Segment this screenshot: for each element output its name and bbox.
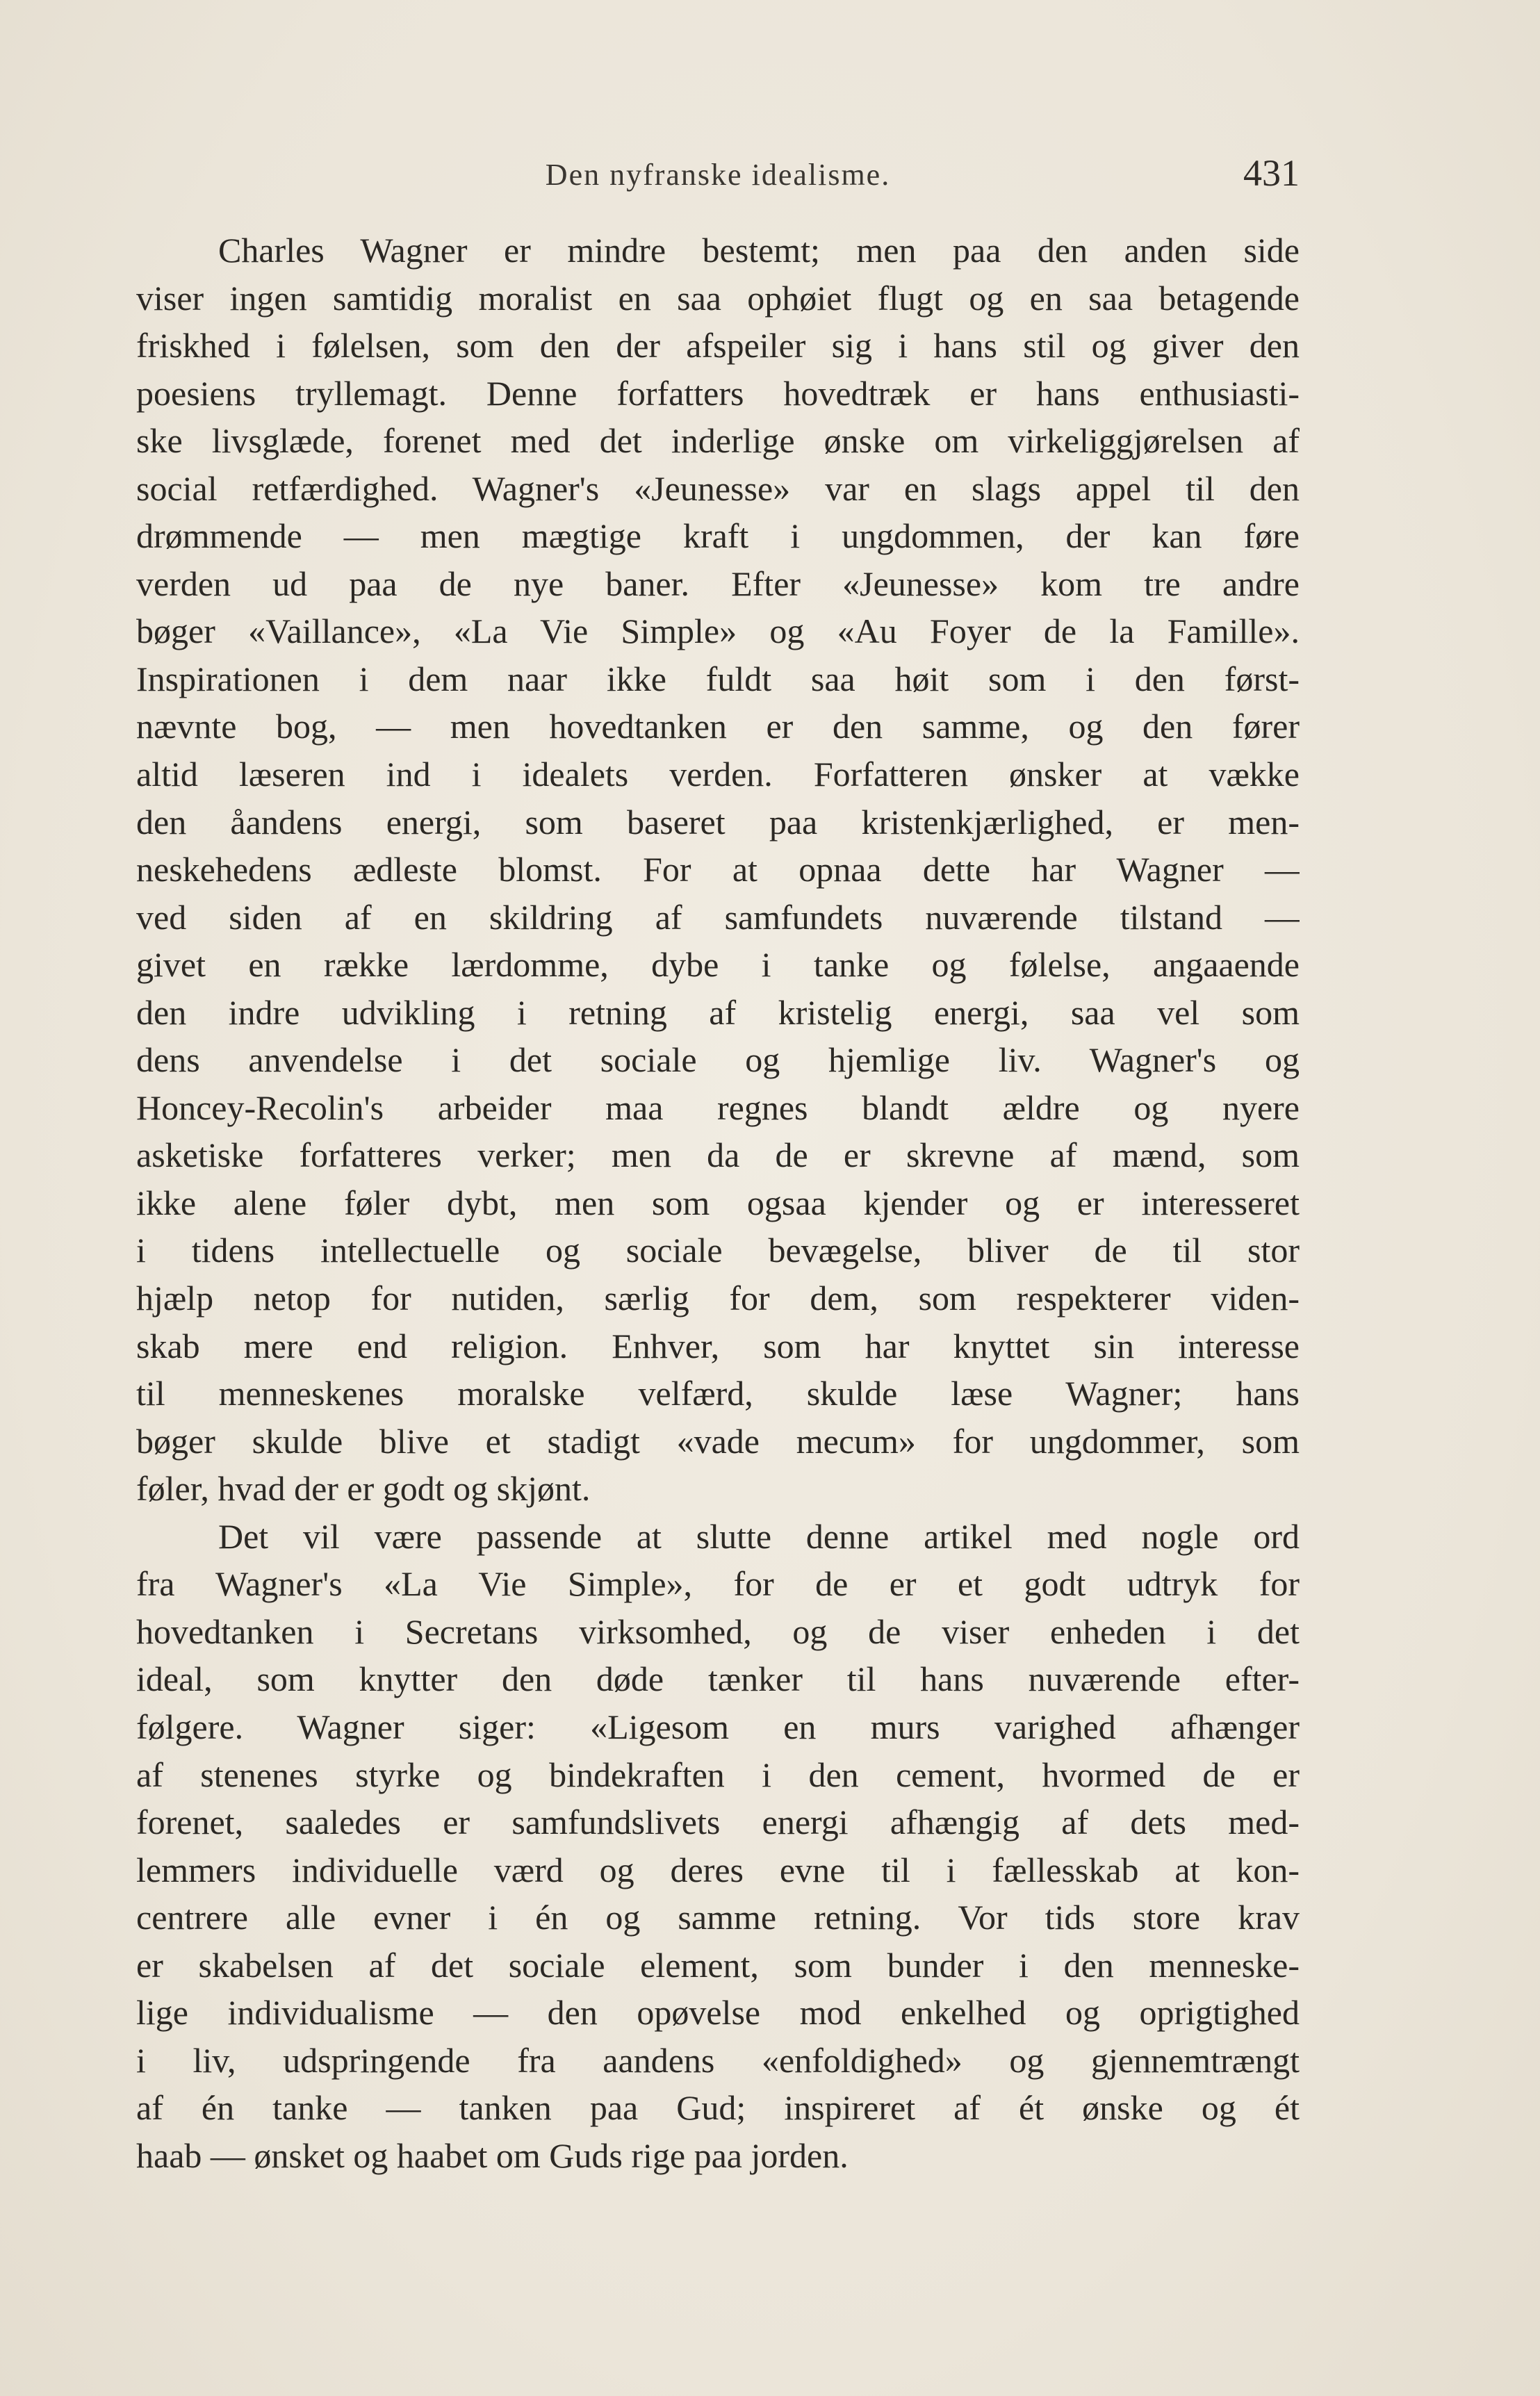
text-line: Det vil være passende at slutte denne artikel med nogle ord (218, 1516, 1300, 1556)
text-line: ideal, som knytter den døde tænker til hans nuværende efter- (136, 1659, 1300, 1699)
text-line: bøger «Vaillance», «La Vie Simple» og «Au Foyer de la Famille». (136, 612, 1300, 651)
text-line: fra Wagner's «La Vie Simple», for de er et godt udtryk for (136, 1564, 1300, 1604)
text-line: hovedtanken i Secretans virksomhed, og de viser enheden i det (136, 1611, 1300, 1651)
text-line: Charles Wagner er mindre bestemt; men paa den anden side (218, 231, 1300, 270)
text-line: af stenenes styrke og bindekraften i den cement, hvormed de er (136, 1755, 1300, 1794)
text-line: Inspirationen i dem naar ikke fuldt saa høit som i den først- (136, 659, 1300, 698)
text-line: lige individualisme — den opøvelse mod enkelhed og oprigtighed (136, 1993, 1300, 2033)
text-line: føler, hvad der er godt og skjønt. (136, 1469, 591, 1509)
text-line: i liv, udspringende fra aandens «enfoldighed» og gjennemtrængt (136, 2040, 1300, 2080)
body-text (136, 227, 1300, 2179)
text-line: givet en række lærdomme, dybe i tanke og følelse, angaaende (136, 945, 1300, 985)
text-line: neskehedens ædleste blomst. For at opnaa dette har Wagner — (136, 850, 1300, 889)
text-line: følgere. Wagner siger: «Ligesom en murs varighed afhænger (136, 1707, 1300, 1746)
page-number: 431 (1243, 152, 1300, 194)
text-line: forenet, saaledes er samfundslivets energi afhængig af dets med- (136, 1803, 1300, 1842)
text-line: ved siden af en skildring af samfundets nuværende tilstand — (136, 897, 1300, 937)
text-line: friskhed i følelsen, som den der afspeiler sig i hans stil og giver den (136, 326, 1300, 366)
text-line: social retfærdighed. Wagner's «Jeunesse» var en slags appel til den (136, 468, 1300, 508)
text-line: altid læseren ind i idealets verden. Forfatteren ønsker at vække (136, 755, 1300, 794)
text-line: ikke alene føler dybt, men som ogsaa kjender og er interesseret (136, 1183, 1300, 1222)
paragraph-1 (136, 227, 1300, 1513)
running-title: Den nyfranske idealisme. (545, 158, 891, 192)
text-line: drømmende — men mægtige kraft i ungdommen, der kan føre (136, 516, 1300, 556)
text-line: bøger skulde blive et stadigt «vade mecum» for ungdommer, som (136, 1421, 1300, 1461)
text-line: ske livsglæde, forenet med det inderlige ønske om virkeliggjørelsen af (136, 421, 1300, 461)
text-line: viser ingen samtidig moralist en saa ophøiet flugt og en saa betagende (136, 278, 1300, 318)
text-line: haab — ønsket og haabet om Guds rige paa jorden. (136, 2135, 849, 2175)
text-line: asketiske forfatteres verker; men da de er skrevne af mænd, som (136, 1135, 1300, 1175)
text-line: poesiens tryllemagt. Denne forfatters hovedtræk er hans enthusiasti- (136, 373, 1300, 413)
text-line: dens anvendelse i det sociale og hjemlige liv. Wagner's og (136, 1040, 1300, 1080)
page-header (136, 151, 1300, 193)
text-line: skab mere end religion. Enhver, som har knyttet sin interesse (136, 1326, 1300, 1365)
text-line: centrere alle evner i én og samme retning. Vor tids store krav (136, 1898, 1300, 1937)
text-line: den indre udvikling i retning af kristelig energi, saa vel som (136, 992, 1300, 1032)
text-line: verden ud paa de nye baner. Efter «Jeunesse» kom tre andre (136, 564, 1300, 603)
text-line: er skabelsen af det sociale element, som bunder i den menneske- (136, 1945, 1300, 1985)
text-line: hjælp netop for nutiden, særlig for dem, som respekterer viden- (136, 1279, 1300, 1318)
text-line: den åandens energi, som baseret paa kristenkjærlighed, er men- (136, 802, 1300, 842)
text-line: nævnte bog, — men hovedtanken er den samme, og den fører (136, 707, 1300, 746)
text-line: lemmers individuelle værd og deres evne til i fællesskab at kon- (136, 1850, 1300, 1889)
text-line: af én tanke — tanken paa Gud; inspireret af ét ønske og ét (136, 2088, 1300, 2128)
text-line: til menneskenes moralske velfærd, skulde læse Wagner; hans (136, 1374, 1300, 1413)
text-line: Honcey-Recolin's arbeider maa regnes blandt ældre og nyere (136, 1088, 1300, 1127)
paragraph-2 (136, 1513, 1300, 2180)
text-line: i tidens intellectuelle og sociale bevægelse, bliver de til stor (136, 1231, 1300, 1270)
